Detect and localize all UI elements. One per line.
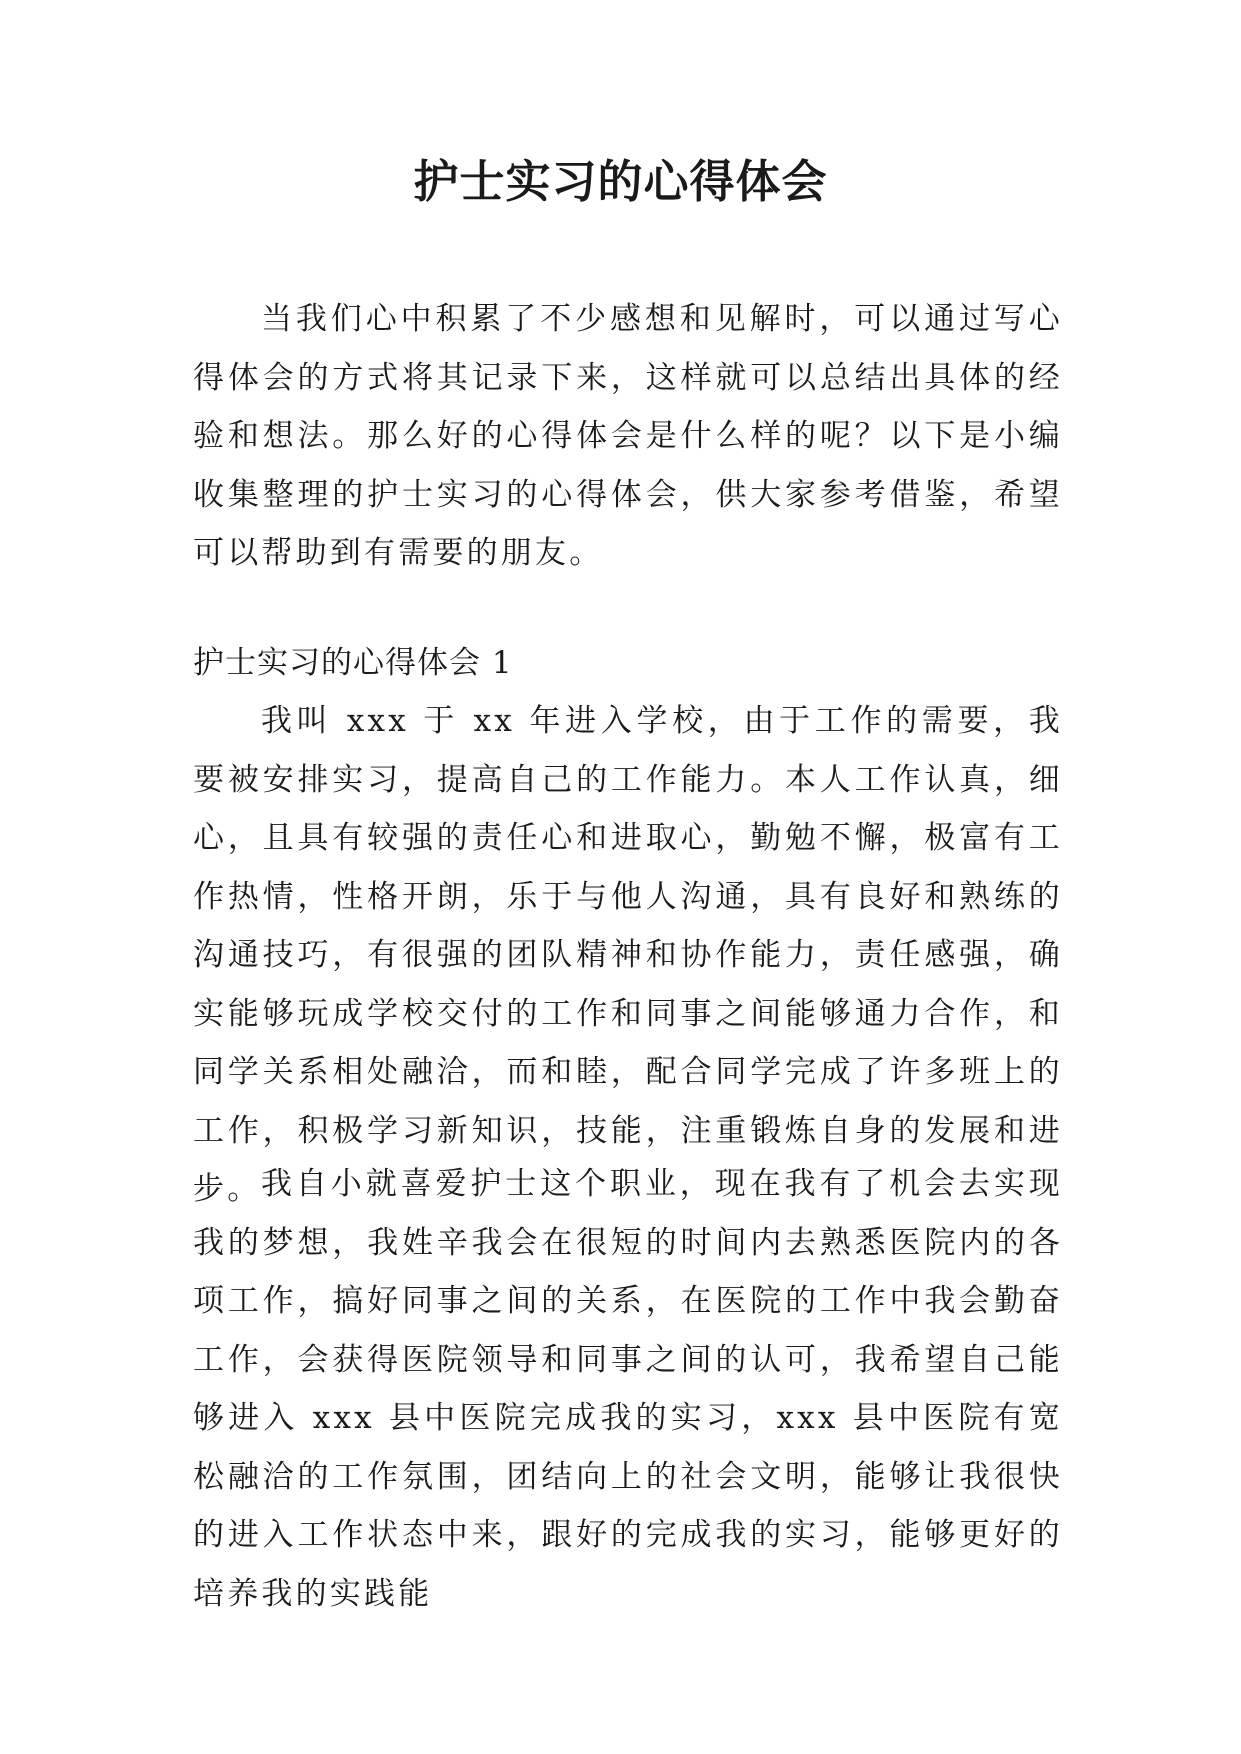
section-paragraph: 我自小就喜爱护士这个职业，现在我有了机会去实现我的梦想，我姓辛我会在很短的时间内去熟悉医院内的各项工作，搞好同事之间的关系，在医院的工作中我会勤奋工作，会获得医院领导和同事之间的认可，我希望自己能够进入 xxx 县中医院完成我的实习，xxx 县中医院有宽松融洽的工作氛围，团结向上的社会文明，能够让我很快的进入工作状态中来，跟好的完成我的实习，能够更好的培养我的实践能 xyxy=(193,1166,1063,1612)
section-heading: 护士实习的心得体会 1 xyxy=(193,645,513,681)
section-paragraph: 我叫 xxx 于 xx 年进入学校，由于工作的需要，我要被安排实习，提高自己的工作能力。本人工作认真，细心，且具有较强的责任心和进取心，勤勉不懈，极富有工作热情，性格开朗，乐于与他人沟通，具有良好和熟练的沟通技巧，有很强的团队精神和协作能力，责任感强，确实能够玩成学校交付的工作和同事之间能够通力合作，和同学关系相处融洽，而和睦，配合同学完成了许多班上的工作，积极学习新知识，技能，注重锻炼自身的发展和进步。 xyxy=(193,703,1063,1207)
intro-paragraph: 当我们心中积累了不少感想和见解时，可以通过写心得体会的方式将其记录下来，这样就可以总结出具体的经验和想法。那么好的心得体会是什么样的呢？以下是小编收集整理的护士实习的心得体会，供大家参考借鉴，希望可以帮助到有需要的朋友。 xyxy=(193,301,1063,571)
document-title: 护士实习的心得体会 xyxy=(413,155,828,208)
